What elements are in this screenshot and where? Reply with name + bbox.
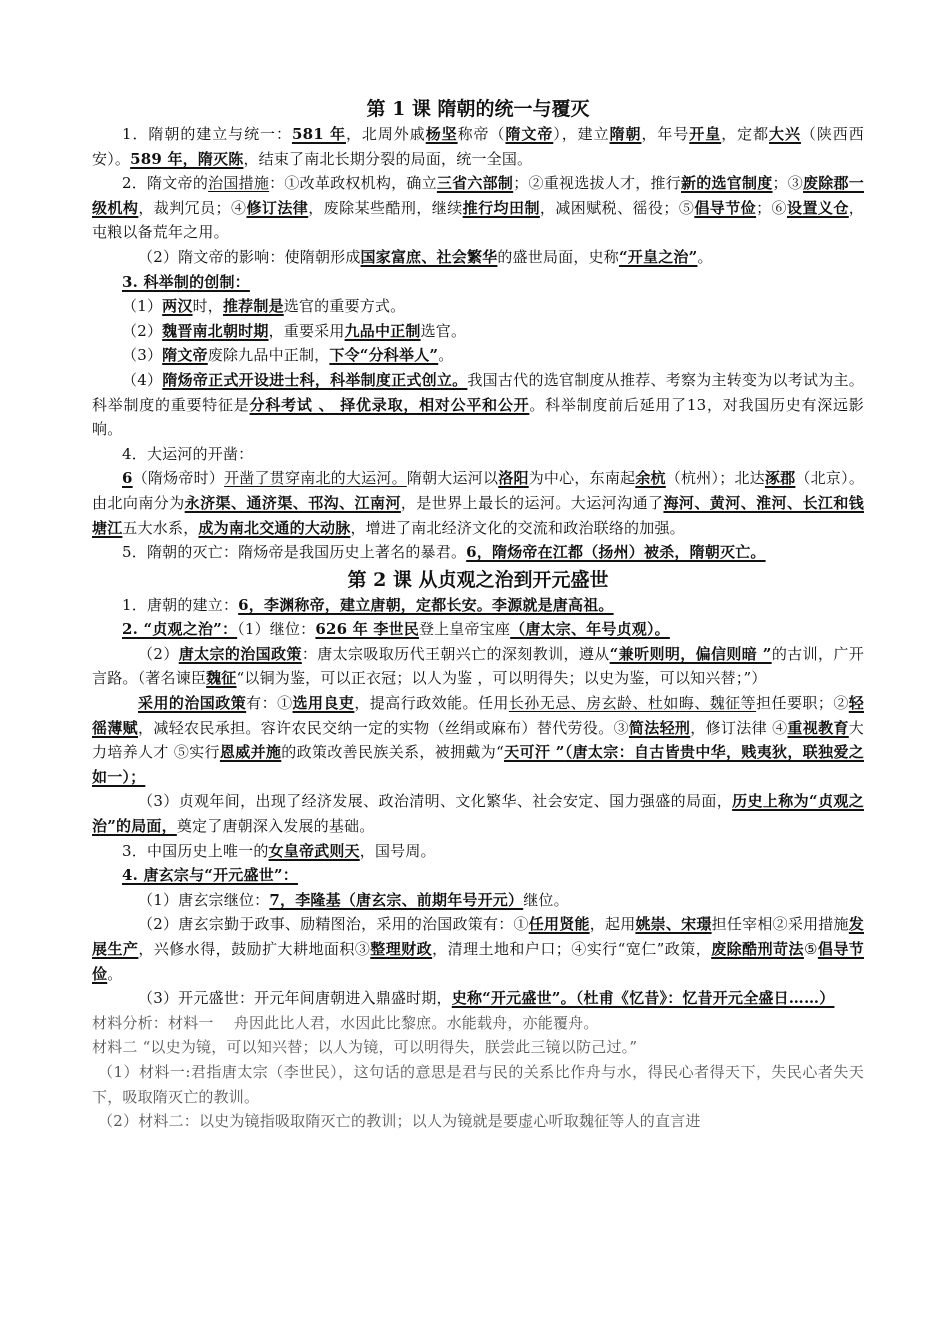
text: （2）隋文帝的影响：使隋朝形成 xyxy=(138,247,361,266)
key-term: 隋朝 xyxy=(609,125,642,143)
text: ，重要采用 xyxy=(268,321,345,340)
text: 大力培养人才 ⑤实行 xyxy=(92,718,864,762)
text: 担任要职；② xyxy=(756,694,849,713)
text: （北京）。由北向南分为 xyxy=(92,469,865,512)
l1-paragraph-7 xyxy=(92,343,864,368)
text: （1） xyxy=(122,297,163,316)
text: 的政策改善民族关系，被拥戴为“ xyxy=(281,743,504,762)
key-term: 分科考试 、 择优录取，相对公平和公开 xyxy=(249,395,530,414)
text: 五大水系， xyxy=(122,518,199,537)
text: ；⑥ xyxy=(756,198,787,217)
key-term: 历史上称为“贞观之治”的局面， xyxy=(92,792,864,836)
key-term: 魏征 xyxy=(206,669,237,688)
text: 2．隋文帝的 xyxy=(122,174,209,193)
key-term: 唐太宗的治国政策 xyxy=(178,644,302,663)
key-term: 隋炀帝正式开设进士科，科举制度正式创立。 xyxy=(162,370,468,389)
l2-paragraph-2 xyxy=(92,617,864,642)
key-term: “开皇之治” xyxy=(618,247,698,266)
material-line-2: 材料二 “以史为镜，可以知兴替；以人为镜，可以明得失，朕尝此三镜以防己过。” xyxy=(92,1038,638,1057)
text: 称帝（ xyxy=(457,125,506,143)
text: ：唐太宗吸取历代王朝兴亡的深刻教训，遵从 xyxy=(301,644,610,663)
key-term: 下令“分科举人” xyxy=(329,346,439,365)
section-heading: 4. 唐玄宗与“开元盛世”： xyxy=(122,866,298,885)
key-term: 国家富庶、社会繁华 xyxy=(360,247,498,266)
key-term: 修订法律 xyxy=(246,198,309,217)
l2-paragraph-5 xyxy=(92,789,864,838)
l1-heading-canal: 4．大运河的开凿： xyxy=(122,444,254,463)
l2-heading-kaiyuan xyxy=(92,863,864,888)
text: （3） xyxy=(122,346,163,365)
text: 选官。 xyxy=(420,321,467,340)
key-term: 简法轻刑 xyxy=(628,718,691,737)
key-term: 开皇 xyxy=(689,125,722,143)
key-term: 永济渠、通济渠、邗沟、江南河 xyxy=(184,493,401,512)
key-term: 姚崇、宋璟 xyxy=(635,915,712,934)
text: 。 xyxy=(697,247,713,266)
key-term: 隋文帝 xyxy=(505,125,554,143)
text: 继位。 xyxy=(523,890,569,909)
text: 时， xyxy=(192,297,223,316)
text: 。 xyxy=(107,964,123,983)
key-term: 三省六部制 xyxy=(436,174,514,193)
key-term: 史称“开元盛世”。（杜甫《忆昔》：忆昔开元全盛日……） xyxy=(451,989,835,1008)
key-term: 6，隋炀帝在江都（扬州）被杀，隋朝灭亡。 xyxy=(466,543,766,562)
key-term: “兼听则明，偏信则暗 ” xyxy=(609,644,772,663)
key-term: 两汉 xyxy=(162,297,193,316)
l2-paragraph-4 xyxy=(92,691,864,789)
text: 的盛世局面，史称 xyxy=(497,247,619,266)
l1-paragraph-6 xyxy=(92,319,864,344)
text: ；③ xyxy=(772,174,804,193)
text: 3．中国历史上唯一的 xyxy=(122,841,269,860)
key-term: 倡导节俭 xyxy=(694,198,757,217)
text: ⑤ xyxy=(803,940,818,958)
key-term: 推荐制是 xyxy=(222,297,284,316)
l2-paragraph-1 xyxy=(92,593,864,618)
text: 的古训，广开言路。（著名谏臣 xyxy=(92,644,864,688)
text: 1．隋朝的建立与统一： xyxy=(122,125,292,143)
key-term: 废除郡一级机构 xyxy=(92,174,864,217)
text: （2）唐玄宗勤于政事、励精图治，采用的治国政策有：① xyxy=(138,915,529,934)
text: ，废除某些酷刑，继续 xyxy=(308,198,463,217)
key-term: 废除酷刑苛法 xyxy=(711,940,804,958)
key-term: 推行均田制 xyxy=(462,198,540,217)
key-term: 重视教育 xyxy=(787,718,849,737)
text: （2） xyxy=(138,644,179,663)
l2-paragraph-8 xyxy=(92,888,864,913)
text: 1．唐朝的建立： xyxy=(122,595,239,614)
text: ，清理土地和户口；④实行“宽仁”政策， xyxy=(432,940,712,958)
lesson1-title: 第 1 课 隋朝的统一与覆灭 xyxy=(366,98,590,120)
text: ，兴修水得，鼓励扩大耕地面积③ xyxy=(138,940,371,958)
key-term: 采用的治国政策 xyxy=(138,694,247,713)
key-term: （唐太宗、年号贞观）。 xyxy=(510,620,670,639)
section-heading: 2. “贞观之治”： xyxy=(122,620,238,639)
section-heading: 3. 科举制的创制： xyxy=(122,272,250,291)
key-term: 开凿了贯穿南北的大运河。 xyxy=(224,469,407,488)
key-term: 天可汗 ” xyxy=(504,743,565,762)
lesson2-title: 第 2 课 从贞观之治到开元盛世 xyxy=(347,568,609,591)
key-term: 九品中正制 xyxy=(344,321,421,340)
key-term: 发展生产 xyxy=(92,915,864,958)
key-term: 涿郡 xyxy=(764,469,796,488)
material-answer-2: （2）材料二：以史为镜指吸取隋灭亡的教训；以人为镜就是要虚心听取魏征等人的直言进 xyxy=(98,1112,701,1131)
l1-paragraph-10 xyxy=(92,466,864,540)
text: ），建立 xyxy=(553,125,610,143)
key-term: 余杭 xyxy=(635,469,666,488)
text: 5．隋朝的灭亡：隋炀帝是我国历史上著名的暴君。 xyxy=(122,543,467,562)
key-term: 魏晋南北朝时期 xyxy=(162,321,269,340)
l2-paragraph-10 xyxy=(92,986,864,1011)
text: ，结束了南北长期分裂的局面，统一全国。 xyxy=(243,149,533,168)
key-term: 581 年 xyxy=(291,125,346,143)
text: 。 xyxy=(438,346,454,365)
text: 登上皇帝宝座 xyxy=(418,620,511,639)
text: ，提高行政效能。任用 xyxy=(354,694,509,713)
key-term: 轻徭薄赋 xyxy=(92,694,864,737)
text: （3）开元盛世：开元年间唐朝进入鼎盛时期， xyxy=(138,989,452,1008)
text: 奠定了唐朝深入发展的基础。 xyxy=(176,817,375,836)
key-term: 女皇帝武则天 xyxy=(268,841,360,860)
key-term: 6 xyxy=(122,469,133,488)
key-term: 恩威并施 xyxy=(219,743,282,762)
key-term: 隋文帝 xyxy=(162,346,208,365)
text: 隋朝大运河以 xyxy=(406,469,499,488)
text: （4） xyxy=(122,370,163,389)
text: ，是世界上最长的运河。大运河沟通了 xyxy=(400,493,664,512)
text: 选官的重要方式。 xyxy=(283,297,406,316)
text: 担任宰相②采用措施 xyxy=(711,915,849,934)
l1-paragraph-2 xyxy=(92,171,864,245)
text: （1）继位： xyxy=(237,620,316,639)
text: ，屯粮以备荒年之用。 xyxy=(92,198,864,242)
text: （隋炀帝时） xyxy=(132,469,225,488)
key-term: 任用贤能 xyxy=(528,915,590,934)
key-term: 选用良吏 xyxy=(292,694,355,713)
l1-paragraph-3 xyxy=(92,245,864,270)
text: “以铜为鉴，可以正衣冠；以人为鉴 ，可以明得失；以史为鉴，可以知兴替；”） xyxy=(236,669,767,688)
key-term: 倡导节俭 xyxy=(92,940,864,983)
text: ；②重视选拔人才，推行 xyxy=(513,174,681,193)
key-term: 新的选官制度 xyxy=(680,174,773,193)
key-term: 洛阳 xyxy=(498,469,529,488)
key-term: 7，李隆基（唐玄宗、前期年号开元） xyxy=(269,890,524,909)
text: ，北周外戚 xyxy=(345,125,426,143)
text: ，定都 xyxy=(721,125,770,143)
text: ，起用 xyxy=(589,915,636,934)
key-term: 长孙无忌、房玄龄、杜如晦、魏征等 xyxy=(508,694,757,713)
material-line-1: 材料分析：材料一 舟因此比人君，水因此比黎庶。水能载舟，亦能覆舟。 xyxy=(92,1013,599,1032)
text: ，减困赋税、徭役；⑤ xyxy=(539,198,695,217)
key-term: 大兴 xyxy=(769,125,801,143)
key-term: 治国措施 xyxy=(208,174,270,193)
key-term: 589 年，隋灭陈 xyxy=(130,149,244,168)
text: 为中心，东南起 xyxy=(528,469,636,488)
key-term: 海河、黄河、淮河、长江和钱塘江 xyxy=(92,493,865,537)
text: ，年号 xyxy=(641,125,690,143)
text: （1）唐玄宗继位： xyxy=(138,890,270,909)
key-term: 整理财政 xyxy=(370,940,433,958)
text: ，裁判冗员；④ xyxy=(138,198,247,217)
text: ，减轻农民承担。容许农民交纳一定的实物（丝绢或麻布）替代劳役。③ xyxy=(138,718,629,737)
text: ：①改革政权机构，确立 xyxy=(269,174,437,193)
key-term: 设置义仓 xyxy=(787,198,849,217)
l1-paragraph-11 xyxy=(92,540,864,565)
l2-paragraph-3 xyxy=(92,642,864,691)
l1-paragraph-1 xyxy=(92,122,864,171)
key-term: 6，李渊称帝，建立唐朝，定都长安。李源就是唐高祖。 xyxy=(238,595,614,614)
text: 我国古代的选官制度从推荐、考察为主转变为以考试为主。科举制度的重要特征是 xyxy=(92,370,864,414)
l2-paragraph-9 xyxy=(92,912,864,986)
text: 废除九品中正制， xyxy=(207,346,330,365)
text: 。科举制度前后延用了13，对我国历史有深远影响。 xyxy=(92,395,864,439)
text: （3）贞观年间，出现了经济发展、政治清明、文化繁华、社会安定、国力强盛的局面， xyxy=(138,792,733,811)
material-answer-1: （1）材料一:君指唐太宗（李世民），这句话的意思是君与民的关系比作舟与水，得民心者得天下，失民心者失天下，吸取隋灭亡的教训。 xyxy=(92,1062,864,1106)
l1-paragraph-8 xyxy=(92,368,864,442)
key-term: （唐太宗：自古皆贵中华，贱夷狄，联独爱之如一）； xyxy=(92,743,864,786)
text: （2） xyxy=(122,321,163,340)
key-term: 626 年 李世民 xyxy=(315,620,419,639)
l1-heading-keju xyxy=(92,270,864,295)
text: （杭州）；北达 xyxy=(665,469,765,488)
text: ，修订法律 ④ xyxy=(690,718,788,737)
text: （陕西西安）。 xyxy=(92,125,864,168)
key-term: 成为南北交通的大动脉 xyxy=(198,518,351,537)
key-term: 杨坚 xyxy=(425,125,458,143)
text: ，增进了南北经济文化的交流和政治联络的加强。 xyxy=(350,518,685,537)
text: ，国号周。 xyxy=(359,841,436,860)
l2-paragraph-6 xyxy=(92,839,864,864)
text: 有：① xyxy=(246,694,293,713)
l1-paragraph-5 xyxy=(92,294,864,319)
